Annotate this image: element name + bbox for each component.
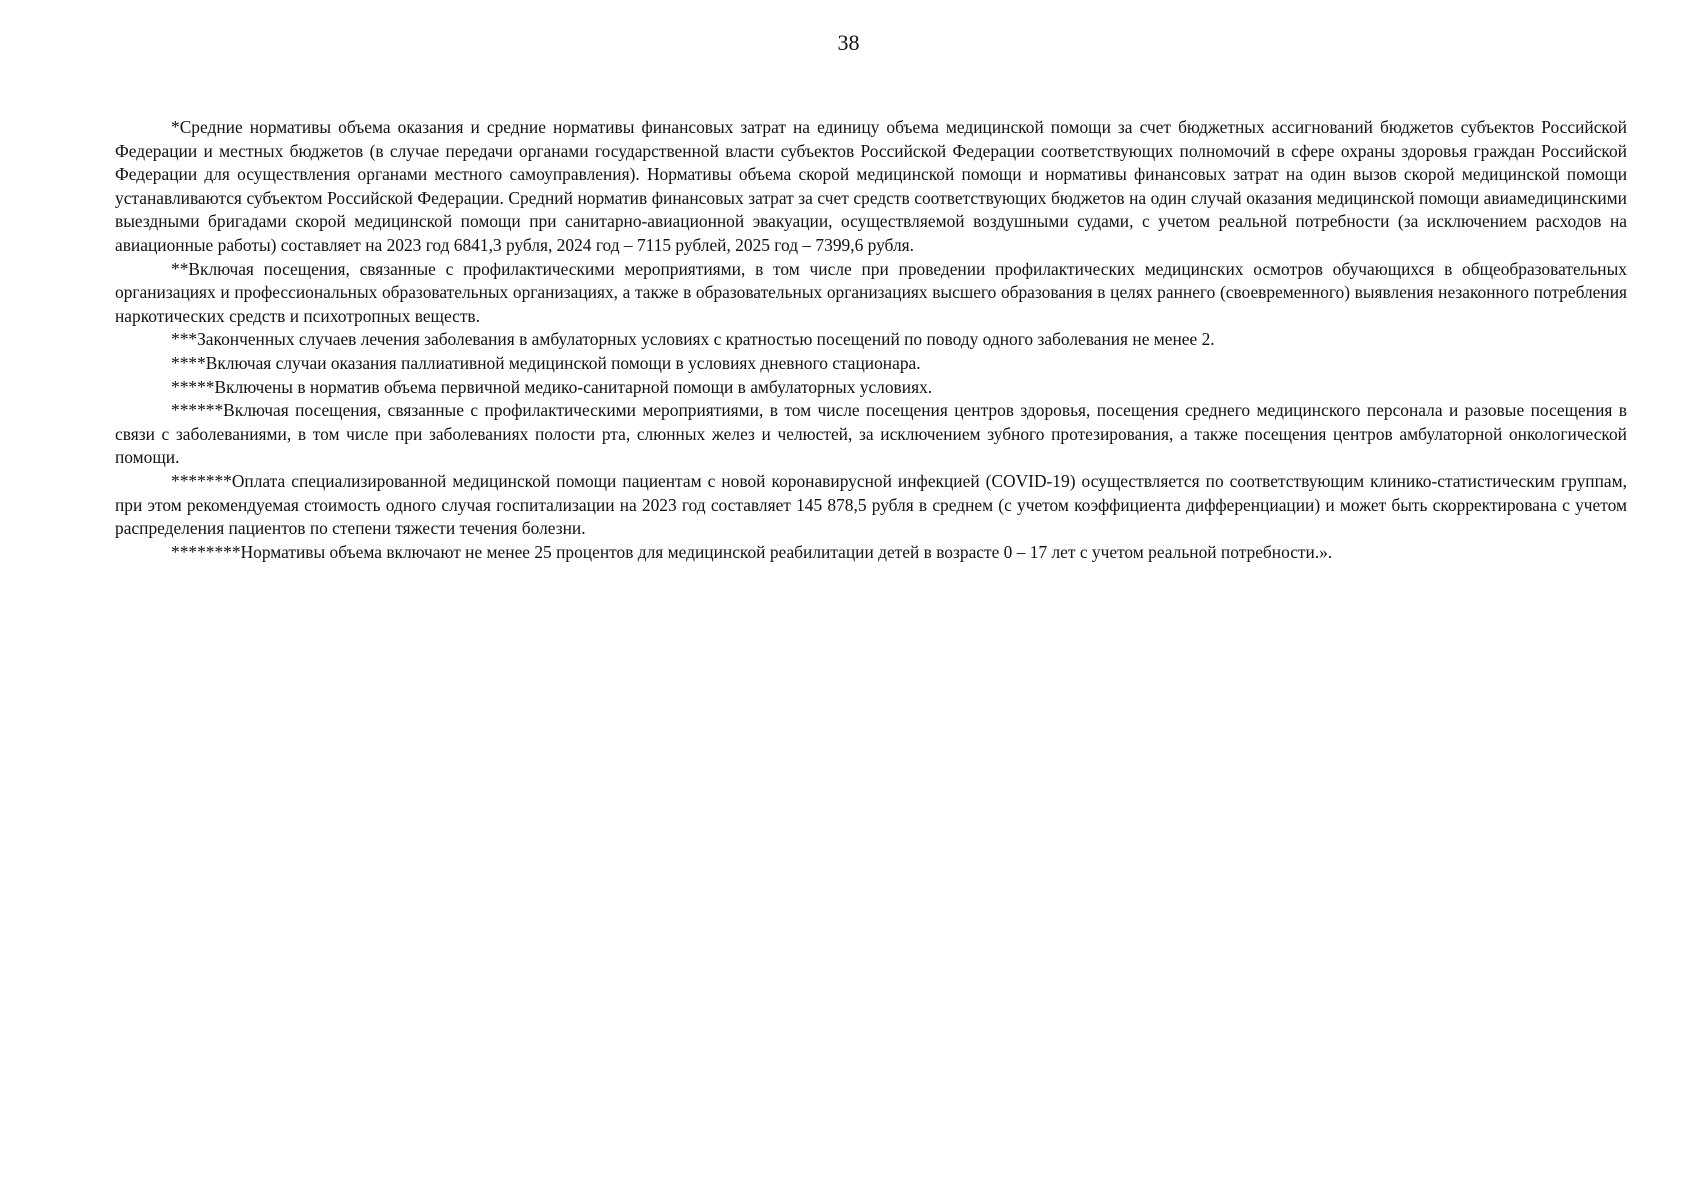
footnote-1: *Средние нормативы объема оказания и средние нормативы финансовых затрат на единицу объема медицинской помощи за счет бюджетных ассигнований бюджетов субъектов Российской Федерации и местных бюджетов (в случае передачи органами государственной власти субъектов Российской Федерации соответствующих полномочий в сфере охраны здоровья граждан Российской Федерации для осуществления органами местного самоуправления). Нормативы объема скорой медицинской помощи и нормативы финансовых затрат на один вызов скорой медицинской помощи устанавливаются субъектом Российской Федерации. Средний норматив финансовых затрат за счет средств соответствующих бюджетов на один случай оказания медицинской помощи авиамедицинскими выездными бригадами скорой медицинской помощи при санитарно-авиационной эвакуации, осуществляемой воздушными судами, с учетом реальной потребности (за исключением расходов на авиационные работы) составляет на 2023 год 6841,3 рубля, 2024 год – 7115 рублей, 2025 год – 7399,6 рубля. bbox=[115, 117, 1627, 255]
footnote-3: ***Законченных случаев лечения заболевания в амбулаторных условиях с кратностью посещений по поводу одного заболевания не менее 2. bbox=[171, 329, 1215, 350]
page-number: 38 bbox=[837, 30, 860, 55]
footnote-4: ****Включая случаи оказания паллиативной медицинской помощи в условиях дневного стационара. bbox=[171, 352, 921, 373]
footnote-8: ********Нормативы объема включают не менее 25 процентов для медицинской реабилитации детей в возрасте 0 – 17 лет с учетом реальной потребности.». bbox=[171, 541, 1333, 562]
footnote-5: *****Включены в норматив объема первичной медико-санитарной помощи в амбулаторных условиях. bbox=[171, 376, 933, 397]
footnote-2: **Включая посещения, связанные с профилактическими мероприятиями, в том числе при проведении профилактических медицинских осмотров обучающихся в общеобразовательных организациях и профессиональных образовательных организациях, а также в образовательных организациях высшего образования в целях раннего (своевременного) выявления незаконного потребления наркотических средств и психотропных веществ. bbox=[115, 258, 1627, 326]
footnote-6: ******Включая посещения, связанные с профилактическими мероприятиями, в том числе посещения центров здоровья, посещения среднего медицинского персонала и разовые посещения в связи с заболеваниями, в том числе при заболеваниях полости рта, слюнных желез и челюстей, за исключением зубного протезирования, а также посещения центров амбулаторной онкологической помощи. bbox=[115, 400, 1627, 468]
footnotes-section bbox=[115, 116, 1627, 564]
footnote-7: *******Оплата специализированной медицинской помощи пациентам с новой коронавирусной инфекцией (COVID-19) осуществляется по соответствующим клинико-статистическим группам, при этом рекомендуемая стоимость одного случая госпитализации на 2023 год составляет 145 878,5 рубля в среднем (с учетом коэффициента дифференциации) и может быть скорректирована с учетом распределения пациентов по степени тяжести течения болезни. bbox=[115, 470, 1627, 539]
